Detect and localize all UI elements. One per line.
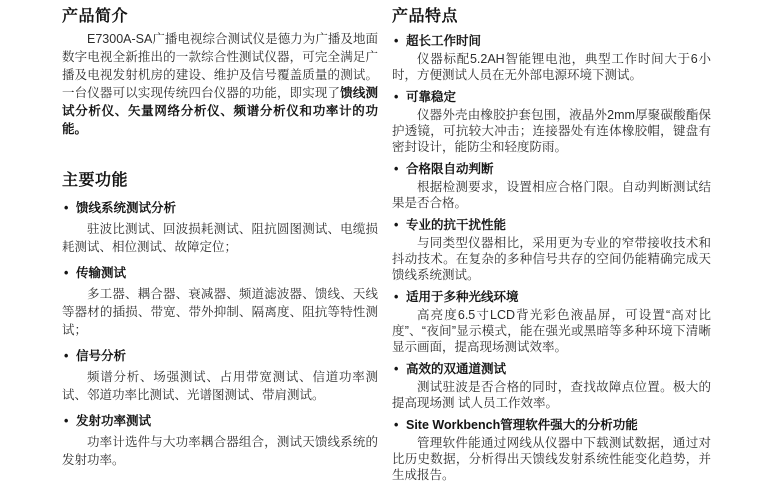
bullet-icon: •: [394, 418, 399, 432]
functions-item-body: 多工器、耦合器、衰减器、频道滤波器、馈线、天线等器材的插损、带宽、带外抑制、隔离度、阻抗等特性测试；: [62, 287, 378, 337]
functions-heading: 主要功能: [62, 172, 129, 189]
features-item-body: 与同类型仪器相比，采用更为专业的窄带接收技术和抖动技术。在复杂的多种信号共存的空间仍能精确完成天馈线系统测试。: [392, 236, 711, 282]
intro-heading: 产品简介: [62, 8, 129, 25]
features-item-title: 超长工作时间: [406, 34, 482, 48]
features-item: [392, 161, 711, 211]
functions-item: [62, 199, 378, 256]
features-item: [392, 361, 711, 411]
right-column: [392, 7, 711, 483]
intro-paragraph: [62, 30, 378, 138]
features-item: [392, 89, 711, 155]
features-item-title-row: [392, 161, 711, 177]
features-item-body: 仪器标配5.2AH智能锂电池，典型工作时间大于6小时，方便测试人员在无外部电源环境下测试。: [392, 52, 711, 82]
bullet-icon: •: [394, 362, 399, 376]
features-item-title: 高效的双通道测试: [406, 362, 507, 376]
features-heading: 产品特点: [392, 8, 459, 25]
features-item-title-row: [392, 89, 711, 105]
features-item-title: 适用于多种光线环境: [406, 290, 519, 304]
features-item-title: 可靠稳定: [406, 90, 457, 104]
functions-item-title-row: [62, 199, 378, 217]
left-column: [62, 7, 378, 469]
functions-item-body: 功率计选件与大功率耦合器组合，测试天馈线系统的发射功率。: [62, 435, 378, 467]
bullet-icon: •: [394, 290, 399, 304]
features-item-title-row: [392, 417, 711, 433]
functions-item-title: 传输测试: [76, 266, 127, 280]
functions-item: [62, 412, 378, 469]
intro-text: E7300A-SA广播电视综合测试仪是德力为广播及地面数字电视全新推出的一款综合性测试仪器，可完全满足广播及电视发射机房的建设、维护及信号覆盖质量的测试。一台仪器可以实现传统四台仪器的功能，即实现了: [62, 32, 378, 100]
bullet-icon: •: [394, 90, 399, 104]
bullet-icon: •: [394, 218, 399, 232]
features-item-title-row: [392, 361, 711, 377]
functions-item-title-row: [62, 264, 378, 282]
features-item-title-row: [392, 33, 711, 49]
features-item-body: 仪器外壳由橡胶护套包围，液晶外2mm厚聚碳酸酯保护透镜，可抗较大冲击；连接器处有连体橡胶帽，键盘有密封设计，能防尘和轻度防雨。: [392, 108, 711, 154]
functions-item-body: 驻波比测试、回波损耗测试、阻抗圆图测试、电缆损耗测试、相位测试、故障定位；: [62, 222, 378, 254]
bullet-icon: •: [64, 266, 69, 280]
functions-item: [62, 264, 378, 339]
functions-item-title: 馈线系统测试分析: [76, 201, 177, 215]
features-item: [392, 217, 711, 283]
functions-item: [62, 347, 378, 404]
functions-item-title-row: [62, 412, 378, 430]
features-item-title: 专业的抗干扰性能: [406, 218, 507, 232]
intro-text-bold: 馈线测试分析仪、矢量网络分析仪、频谱分析仪和功率计的功能。: [62, 86, 378, 136]
features-item: [392, 417, 711, 483]
functions-item-title: 发射功率测试: [76, 414, 152, 428]
features-item: [392, 33, 711, 83]
features-item-title-row: [392, 217, 711, 233]
features-item-body: 高亮度6.5寸LCD背光彩色液晶屏，可设置“高对比度”、“夜间”显示模式，能在强光或黑暗等多种环境下清晰显示画面，提高现场测试效率。: [392, 308, 711, 354]
functions-item-title-row: [62, 347, 378, 365]
bullet-icon: •: [64, 201, 69, 215]
features-item-title: 合格限自动判断: [406, 162, 494, 176]
functions-item-body: 频谱分析、场强测试、占用带宽测试、信道功率测试、邻道功率比测试、光谱图测试、带肩测试。: [62, 370, 378, 402]
bullet-icon: •: [64, 414, 69, 428]
features-item-body: 测试驻波是否合格的同时，查找故障点位置。极大的提高现场测 试人员工作效率。: [392, 380, 711, 410]
features-item-title: Site Workbench管理软件强大的分析功能: [406, 418, 638, 432]
features-item: [392, 289, 711, 355]
features-item-title-row: [392, 289, 711, 305]
bullet-icon: •: [394, 162, 399, 176]
functions-item-title: 信号分析: [76, 349, 127, 363]
bullet-icon: •: [64, 349, 69, 363]
bullet-icon: •: [394, 34, 399, 48]
features-item-body: 根据检测要求，设置相应合格门限。自动判断测试结果是否合格。: [392, 180, 711, 210]
features-item-body: 管理软件能通过网线从仪器中下载测试数据，通过对比历史数据，分析得出天馈线发射系统性能变化趋势，并生成报告。: [392, 436, 711, 482]
